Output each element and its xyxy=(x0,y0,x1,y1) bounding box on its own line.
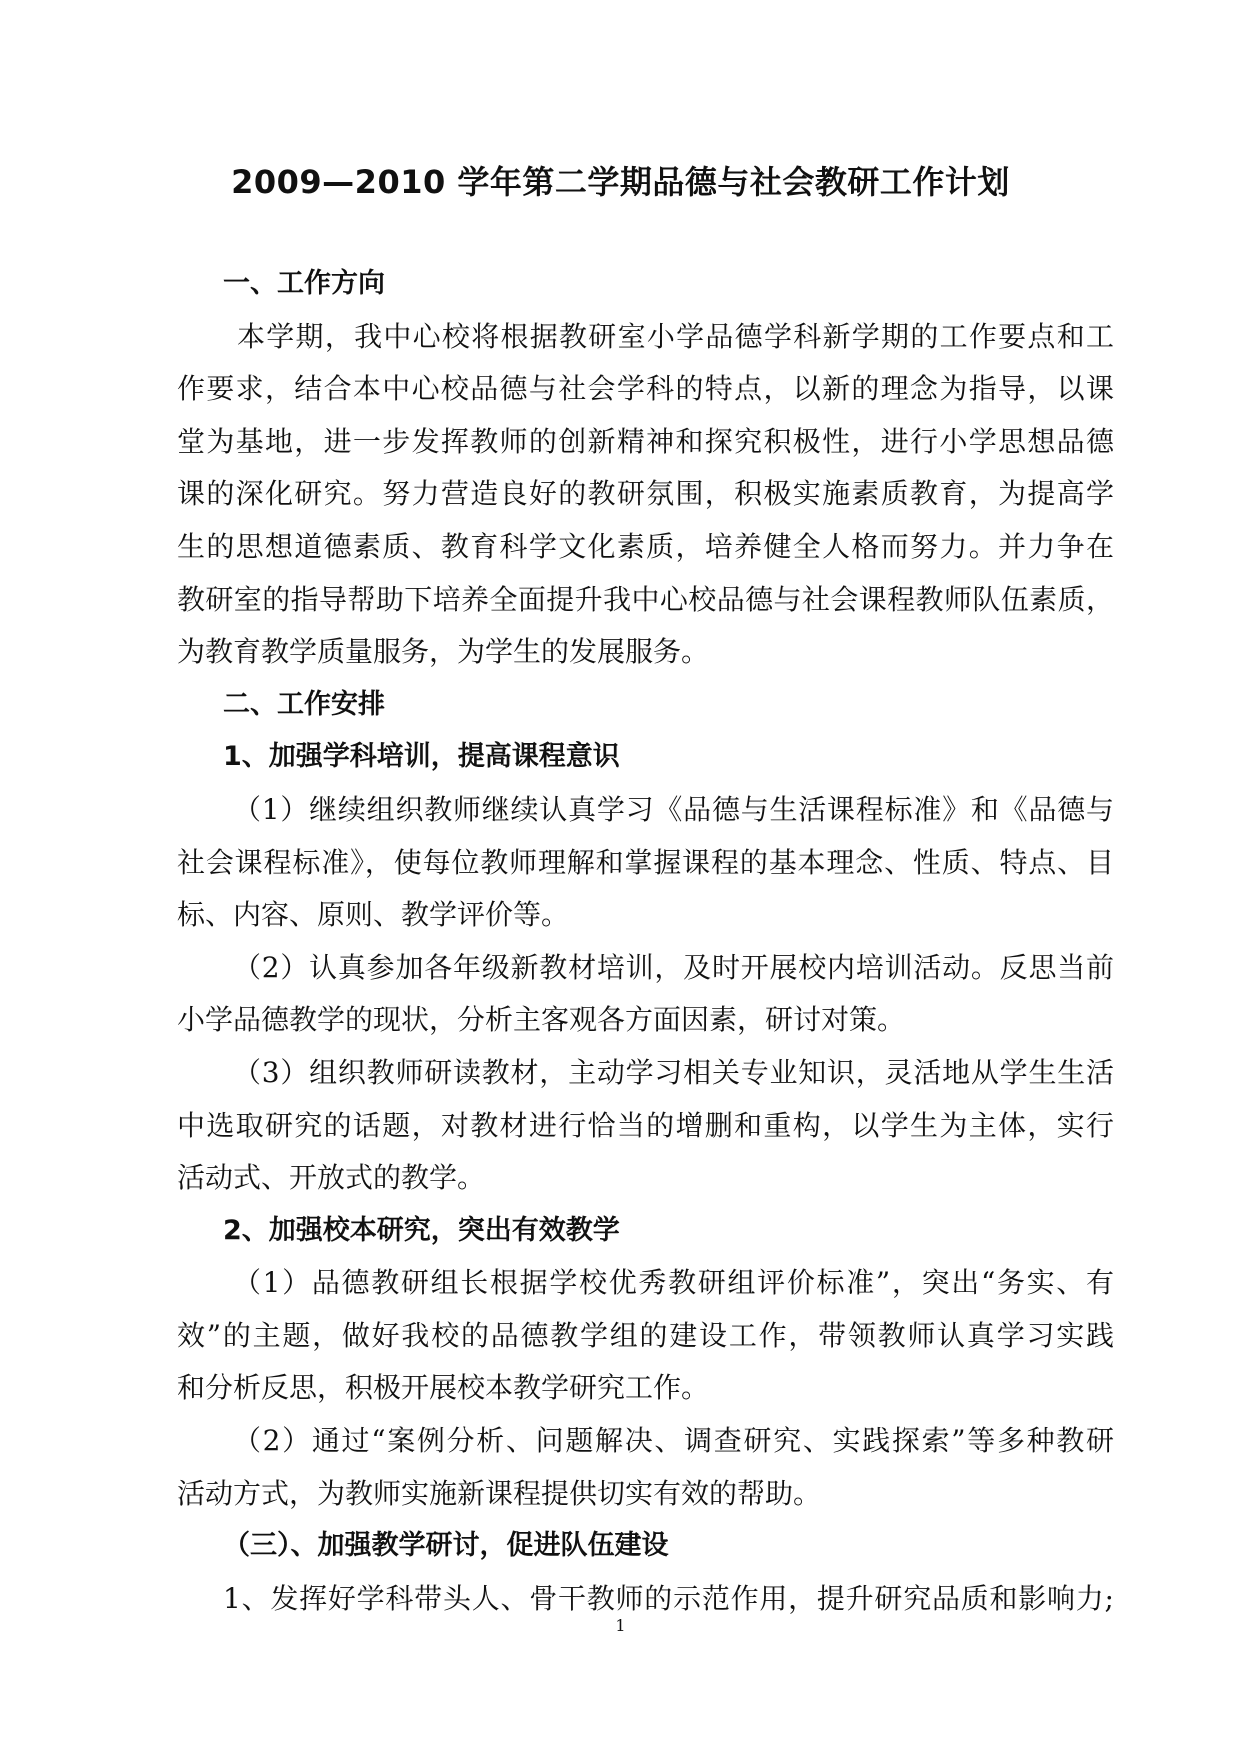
paragraph-line: 教研室的指导帮助下培养全面提升我中心校品德与社会课程教师队伍素质， xyxy=(177,582,1114,616)
paragraph-line: 活动式、开放式的教学。 xyxy=(177,1161,486,1195)
paragraph-line: 为教育教学质量服务，为学生的发展服务。 xyxy=(177,635,710,669)
paragraph-line: 和分析反思，积极开展校本教学研究工作。 xyxy=(177,1371,710,1405)
section-heading: （三）、加强教学研讨，促进队伍建设 xyxy=(223,1530,669,1562)
paragraph-line: 堂为基地，进一步发挥教师的创新精神和探究积极性，进行小学思想品德 xyxy=(177,424,1114,458)
paragraph-line: 1、发挥好学科带头人、骨干教师的示范作用，提升研究品质和影响力; xyxy=(223,1581,1114,1615)
paragraph-line: （3）组织教师研读教材，主动学习相关专业知识，灵活地从学生生活 xyxy=(233,1055,1114,1089)
section-heading: 二、工作安排 xyxy=(223,688,385,720)
paragraph-line: （1）继续组织教师继续认真学习《品德与生活课程标准》和《品德与 xyxy=(233,792,1114,826)
paragraph-line: 中选取研究的话题，对教材进行恰当的增删和重构，以学生为主体，实行 xyxy=(177,1108,1114,1142)
subsection-heading: 1、加强学科培训，提高课程意识 xyxy=(223,741,620,773)
paragraph-line: 本学期，我中心校将根据教研室小学品德学科新学期的工作要点和工 xyxy=(237,319,1114,353)
paragraph-line: 小学品德教学的现状，分析主客观各方面因素，研讨对策。 xyxy=(177,1003,906,1037)
paragraph-line: （2）认真参加各年级新教材培训，及时开展校内培训活动。反思当前 xyxy=(233,950,1114,984)
paragraph-line: 课的深化研究。努力营造良好的教研氛围，积极实施素质教育，为提高学 xyxy=(177,477,1114,511)
paragraph-line: 生的思想道德素质、教育科学文化素质，培养健全人格而努力。并力争在 xyxy=(177,529,1114,563)
page-number: 1 xyxy=(615,1616,626,1635)
paragraph-line: 活动方式，为教师实施新课程提供切实有效的帮助。 xyxy=(177,1476,822,1510)
paragraph-line: （1）品德教研组长根据学校优秀教研组评价标准”，突出“务实、有 xyxy=(233,1266,1114,1300)
paragraph-line: 社会课程标准》，使每位教师理解和掌握课程的基本理念、性质、特点、目 xyxy=(177,845,1114,879)
subsection-heading: 2、加强校本研究，突出有效教学 xyxy=(223,1214,620,1246)
paragraph-line: 作要求，结合本中心校品德与社会学科的特点，以新的理念为指导，以课 xyxy=(177,372,1114,406)
document-title: 2009—2010 学年第二学期品德与社会教研工作计划 xyxy=(231,163,1010,201)
section-heading: 一、工作方向 xyxy=(223,268,385,299)
paragraph-line: （2）通过“案例分析、问题解决、调查研究、实践探索”等多种教研 xyxy=(233,1424,1114,1458)
document-body xyxy=(177,258,1114,1625)
paragraph-line: 标、内容、原则、教学评价等。 xyxy=(177,898,570,932)
paragraph-line: 效”的主题，做好我校的品德教学组的建设工作，带领教师认真学习实践 xyxy=(177,1318,1114,1352)
